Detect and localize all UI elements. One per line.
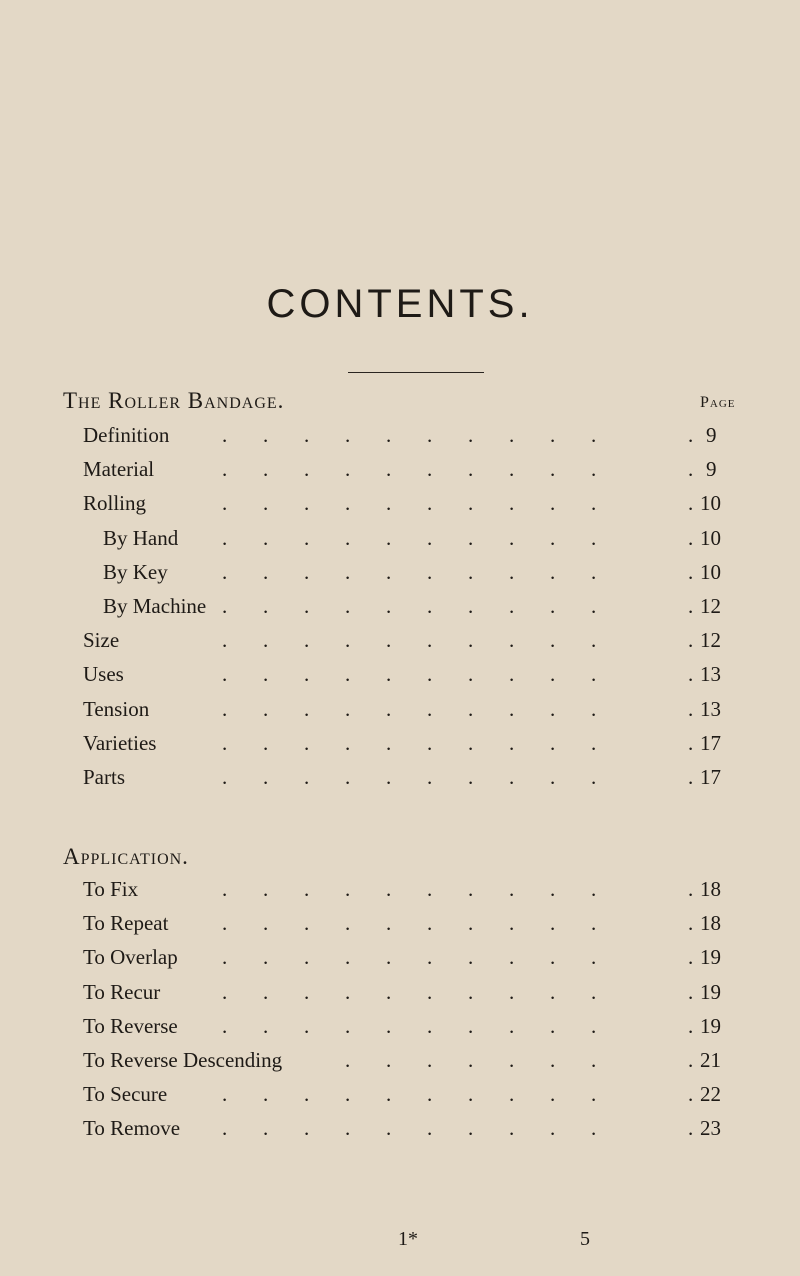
leader-dot: .	[304, 979, 310, 1004]
leader-dot: .	[509, 559, 515, 584]
leader-dot: .	[222, 457, 228, 482]
leader-dot: .	[591, 1082, 597, 1107]
leader-dot: .	[550, 877, 556, 901]
leader-dot: .	[550, 525, 556, 550]
leader-dot: .	[468, 628, 474, 653]
leader-dot: .	[468, 1116, 474, 1141]
leader-dot: .	[345, 457, 351, 482]
toc-entry-page: 10	[700, 491, 721, 516]
toc-entry-label: To Secure	[83, 1082, 168, 1107]
leader-dot: .	[222, 765, 228, 789]
toc-entry-label: Varieties	[83, 730, 157, 755]
leader-dot: .	[263, 765, 269, 789]
leader-dot: .	[688, 696, 694, 721]
leader-dot: .	[345, 1116, 351, 1141]
leader-dot: .	[386, 730, 392, 755]
leader-dot: .	[427, 1013, 433, 1038]
leader-dot: .	[509, 730, 515, 755]
leader-dot: .	[345, 730, 351, 755]
leader-dot: .	[427, 945, 433, 970]
page-column-heading: Page	[700, 394, 736, 411]
leader-dot: .	[427, 491, 433, 516]
title-rule	[348, 372, 484, 373]
leader-dot: .	[688, 911, 694, 936]
leader-dot: .	[591, 696, 597, 721]
leader-dot: .	[263, 559, 269, 584]
leader-dot: .	[468, 423, 474, 447]
toc-entry-page: 22	[700, 1082, 721, 1107]
toc-entry-page: 23	[700, 1116, 721, 1141]
leader-dot: .	[468, 594, 474, 618]
leader-dot: .	[345, 628, 351, 653]
leader-dot: .	[550, 945, 556, 970]
toc-entry-label: To Recur	[83, 979, 161, 1004]
leader-dot: .	[509, 1082, 515, 1107]
section-heading: The Roller Bandage.	[63, 388, 285, 413]
leader-dot: .	[509, 525, 515, 550]
leader-dot: .	[222, 945, 228, 970]
leader-dot: .	[427, 877, 433, 901]
toc-entry	[0, 692, 800, 726]
leader-dot: .	[468, 765, 474, 789]
toc-entry-label: Definition	[83, 423, 170, 447]
leader-dot: .	[263, 525, 269, 550]
leader-dot: .	[468, 1013, 474, 1038]
toc-entry-page: 10	[700, 525, 721, 550]
leader-dot: .	[304, 877, 310, 901]
toc-entry-page: 10	[700, 559, 721, 584]
leader-dot: .	[688, 491, 694, 516]
leader-dot: .	[345, 525, 351, 550]
toc-entry-page: 19	[700, 1013, 721, 1038]
toc-entry-label: By Hand	[103, 525, 179, 550]
leader-dot: .	[263, 979, 269, 1004]
leader-dot: .	[304, 1082, 310, 1107]
toc-entry-label: To Reverse Descending	[83, 1048, 283, 1072]
leader-dot: .	[688, 877, 694, 901]
leader-dot: .	[345, 945, 351, 970]
leader-dot: .	[427, 1116, 433, 1141]
leader-dot: .	[427, 979, 433, 1004]
leader-dot: .	[550, 911, 556, 936]
leader-dot: .	[509, 1116, 515, 1141]
leader-dot: .	[263, 730, 269, 755]
leader-dot: .	[222, 594, 228, 618]
leader-dot: .	[468, 696, 474, 721]
leader-dot: .	[222, 491, 228, 516]
toc-entry-label: To Remove	[83, 1116, 181, 1141]
leader-dot: .	[263, 662, 269, 687]
leader-dot: .	[591, 628, 597, 653]
toc-entry	[0, 452, 800, 486]
leader-dot: .	[550, 1082, 556, 1107]
toc-entry	[0, 872, 800, 906]
leader-dot: .	[509, 1048, 515, 1072]
leader-dot: .	[304, 594, 310, 618]
leader-dot: .	[345, 911, 351, 936]
leader-dot: .	[386, 696, 392, 721]
leader-dot: .	[345, 877, 351, 901]
toc-entry	[0, 555, 800, 589]
leader-dot: .	[345, 1013, 351, 1038]
leader-dot: .	[304, 945, 310, 970]
toc-entry-label: Rolling	[83, 491, 147, 516]
leader-dot: .	[509, 628, 515, 653]
leader-dot: .	[591, 457, 597, 482]
leader-dot: .	[427, 1048, 433, 1072]
toc-entry	[0, 486, 800, 520]
toc-entry-label: By Machine	[103, 594, 207, 618]
leader-dot: .	[386, 628, 392, 653]
toc-entry-page: 13	[700, 696, 721, 721]
leader-dot: .	[345, 491, 351, 516]
toc-entry	[0, 760, 800, 794]
leader-dot: .	[427, 559, 433, 584]
leader-dot: .	[591, 662, 597, 687]
toc-entry	[0, 418, 800, 452]
leader-dot: .	[468, 1048, 474, 1072]
leader-dot: .	[386, 911, 392, 936]
leader-dot: .	[386, 1048, 392, 1072]
leader-dot: .	[263, 423, 269, 447]
leader-dot: .	[222, 525, 228, 550]
toc-entry-label: To Repeat	[83, 911, 169, 936]
leader-dot: .	[263, 911, 269, 936]
toc-entry-page: 13	[700, 662, 721, 687]
toc-entry	[0, 657, 800, 691]
leader-dot: .	[509, 911, 515, 936]
leader-dot: .	[688, 765, 694, 789]
toc-entry-label: Size	[83, 628, 120, 653]
toc-entry-page: 9	[706, 423, 717, 447]
leader-dot: .	[386, 1082, 392, 1107]
leader-dot: .	[550, 979, 556, 1004]
toc-entry-page: 18	[700, 911, 721, 936]
leader-dot: .	[468, 877, 474, 901]
toc-entry-label: To Overlap	[83, 945, 178, 970]
leader-dot: .	[222, 662, 228, 687]
toc-entry	[0, 521, 800, 555]
section-heading: Application.	[63, 844, 189, 869]
leader-dot: .	[304, 423, 310, 447]
leader-dot: .	[550, 1116, 556, 1141]
leader-dot: .	[688, 594, 694, 618]
leader-dot: .	[688, 662, 694, 687]
toc-entry-page: 19	[700, 979, 721, 1004]
leader-dot: .	[688, 979, 694, 1004]
leader-dot: .	[304, 662, 310, 687]
leader-dot: .	[263, 945, 269, 970]
toc-entry-page: 17	[700, 765, 721, 789]
leader-dot: .	[509, 765, 515, 789]
leader-dot: .	[345, 662, 351, 687]
leader-dot: .	[591, 1116, 597, 1141]
leader-dot: .	[509, 662, 515, 687]
leader-dot: .	[304, 1013, 310, 1038]
leader-dot: .	[263, 628, 269, 653]
leader-dot: .	[550, 594, 556, 618]
leader-dot: .	[304, 730, 310, 755]
leader-dot: .	[304, 1116, 310, 1141]
leader-dot: .	[222, 730, 228, 755]
leader-dot: .	[509, 945, 515, 970]
leader-dot: .	[222, 1116, 228, 1141]
leader-dot: .	[591, 594, 597, 618]
leader-dot: .	[550, 628, 556, 653]
leader-dot: .	[591, 1013, 597, 1038]
leader-dot: .	[468, 911, 474, 936]
page-title: CONTENTS.	[266, 282, 534, 326]
leader-dot: .	[509, 423, 515, 447]
toc-entry	[0, 1009, 800, 1043]
toc-entry-page: 17	[700, 730, 721, 755]
leader-dot: .	[427, 730, 433, 755]
leader-dot: .	[304, 457, 310, 482]
leader-dot: .	[591, 423, 597, 447]
leader-dot: .	[591, 979, 597, 1004]
leader-dot: .	[222, 559, 228, 584]
leader-dot: .	[468, 491, 474, 516]
toc-entry-page: 19	[700, 945, 721, 970]
toc-entry	[0, 975, 800, 1009]
signature-mark: 1*	[398, 1228, 418, 1250]
leader-dot: .	[345, 765, 351, 789]
leader-dot: .	[509, 457, 515, 482]
leader-dot: .	[591, 877, 597, 901]
leader-dot: .	[345, 594, 351, 618]
leader-dot: .	[386, 877, 392, 901]
leader-dot: .	[263, 491, 269, 516]
leader-dot: .	[688, 1082, 694, 1107]
leader-dot: .	[688, 1013, 694, 1038]
toc-entry	[0, 906, 800, 940]
leader-dot: .	[591, 559, 597, 584]
leader-dot: .	[468, 457, 474, 482]
leader-dot: .	[688, 945, 694, 970]
leader-dot: .	[386, 491, 392, 516]
leader-dot: .	[688, 730, 694, 755]
leader-dot: .	[386, 945, 392, 970]
toc-entry-page: 12	[700, 594, 721, 618]
toc-entry	[0, 940, 800, 974]
leader-dot: .	[427, 525, 433, 550]
leader-dot: .	[263, 696, 269, 721]
leader-dot: .	[550, 765, 556, 789]
leader-dot: .	[263, 877, 269, 901]
leader-dot: .	[386, 662, 392, 687]
leader-dot: .	[688, 525, 694, 550]
leader-dot: .	[427, 628, 433, 653]
leader-dot: .	[304, 765, 310, 789]
leader-dot: .	[345, 1048, 351, 1072]
leader-dot: .	[468, 1082, 474, 1107]
leader-dot: .	[591, 525, 597, 550]
toc-entry-page: 12	[700, 628, 721, 653]
leader-dot: .	[550, 457, 556, 482]
leader-dot: .	[688, 559, 694, 584]
leader-dot: .	[222, 1082, 228, 1107]
leader-dot: .	[222, 696, 228, 721]
leader-dot: .	[304, 696, 310, 721]
toc-entry-page: 18	[700, 877, 721, 901]
leader-dot: .	[222, 877, 228, 901]
toc-entry	[0, 1111, 800, 1145]
leader-dot: .	[591, 911, 597, 936]
leader-dot: .	[386, 525, 392, 550]
leader-dot: .	[427, 457, 433, 482]
leader-dot: .	[386, 457, 392, 482]
leader-dot: .	[222, 911, 228, 936]
leader-dot: .	[304, 911, 310, 936]
leader-dot: .	[263, 457, 269, 482]
leader-dot: .	[427, 765, 433, 789]
leader-dot: .	[688, 423, 694, 447]
leader-dot: .	[688, 457, 694, 482]
leader-dot: .	[591, 491, 597, 516]
leader-dot: .	[222, 979, 228, 1004]
leader-dot: .	[591, 1048, 597, 1072]
leader-dot: .	[304, 559, 310, 584]
leader-dot: .	[468, 730, 474, 755]
toc-entry-label: Tension	[83, 696, 150, 721]
leader-dot: .	[468, 559, 474, 584]
leader-dot: .	[468, 979, 474, 1004]
leader-dot: .	[386, 423, 392, 447]
leader-dot: .	[509, 491, 515, 516]
leader-dot: .	[468, 525, 474, 550]
leader-dot: .	[304, 525, 310, 550]
leader-dot: .	[386, 559, 392, 584]
leader-dot: .	[591, 945, 597, 970]
leader-dot: .	[550, 1048, 556, 1072]
leader-dot: .	[427, 662, 433, 687]
toc-entry	[0, 726, 800, 760]
toc-entry	[0, 589, 800, 623]
leader-dot: .	[386, 765, 392, 789]
leader-dot: .	[263, 594, 269, 618]
page-number: 5	[580, 1228, 590, 1250]
toc-entry-label: By Key	[103, 559, 168, 584]
leader-dot: .	[550, 730, 556, 755]
leader-dot: .	[427, 423, 433, 447]
leader-dot: .	[550, 662, 556, 687]
leader-dot: .	[688, 1116, 694, 1141]
toc-entry-page: 21	[700, 1048, 721, 1072]
leader-dot: .	[688, 1048, 694, 1072]
toc-entry-label: To Reverse	[83, 1013, 178, 1038]
leader-dot: .	[222, 628, 228, 653]
toc-entry-page: 9	[706, 457, 717, 482]
leader-dot: .	[345, 559, 351, 584]
leader-dot: .	[509, 979, 515, 1004]
leader-dot: .	[591, 765, 597, 789]
leader-dot: .	[509, 696, 515, 721]
leader-dot: .	[550, 491, 556, 516]
leader-dot: .	[509, 1013, 515, 1038]
leader-dot: .	[550, 696, 556, 721]
leader-dot: .	[345, 979, 351, 1004]
leader-dot: .	[427, 1082, 433, 1107]
leader-dot: .	[550, 423, 556, 447]
toc-entry-label: Parts	[83, 765, 125, 789]
leader-dot: .	[345, 423, 351, 447]
leader-dot: .	[688, 628, 694, 653]
leader-dot: .	[468, 662, 474, 687]
toc-entry-label: Material	[83, 457, 155, 482]
leader-dot: .	[427, 911, 433, 936]
leader-dot: .	[591, 730, 597, 755]
leader-dot: .	[427, 696, 433, 721]
leader-dot: .	[550, 559, 556, 584]
leader-dot: .	[304, 628, 310, 653]
leader-dot: .	[509, 594, 515, 618]
leader-dot: .	[345, 696, 351, 721]
leader-dot: .	[386, 1116, 392, 1141]
leader-dot: .	[263, 1116, 269, 1141]
leader-dot: .	[386, 979, 392, 1004]
toc-entry-label: To Fix	[83, 877, 139, 901]
toc-entry	[0, 1043, 800, 1077]
leader-dot: .	[263, 1082, 269, 1107]
leader-dot: .	[509, 877, 515, 901]
leader-dot: .	[304, 491, 310, 516]
leader-dot: .	[345, 1082, 351, 1107]
toc-entry	[0, 623, 800, 657]
toc-entry	[0, 1077, 800, 1111]
toc-entry-label: Uses	[83, 662, 124, 687]
leader-dot: .	[222, 423, 228, 447]
leader-dot: .	[386, 1013, 392, 1038]
leader-dot: .	[550, 1013, 556, 1038]
leader-dot: .	[468, 945, 474, 970]
leader-dot: .	[222, 1013, 228, 1038]
leader-dot: .	[427, 594, 433, 618]
leader-dot: .	[386, 594, 392, 618]
leader-dot: .	[263, 1013, 269, 1038]
